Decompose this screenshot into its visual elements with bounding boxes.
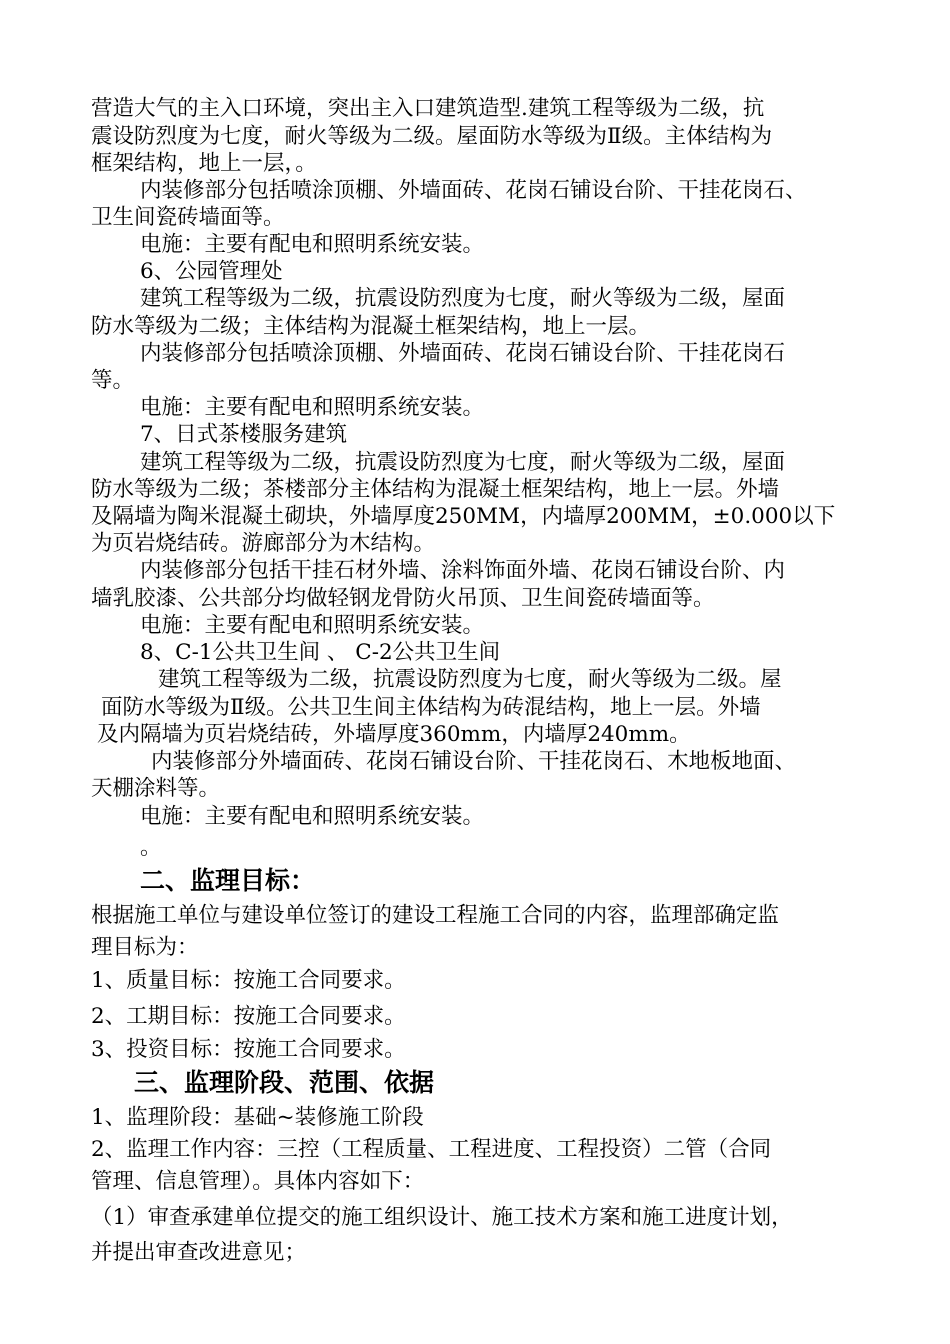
paragraph-line: 内装修部分包括干挂石材外墙、涂料饰面外墙、花岗石铺设台阶、内: [140, 558, 786, 583]
paragraph-line: 等。: [91, 368, 135, 393]
paragraph-line: 电施：主要有配电和照明系统安装。: [140, 232, 485, 257]
paragraph-line: 内装修部分包括喷涂顶棚、外墙面砖、花岗石铺设台阶、干挂花岗石: [140, 341, 786, 366]
paragraph-line: 天棚涂料等。: [91, 776, 221, 801]
paragraph-line: 并提出审查改进意见；: [91, 1240, 307, 1265]
paragraph-line: 卫生间瓷砖墙面等。: [91, 205, 285, 230]
paragraph-line: 电施：主要有配电和照明系统安装。: [140, 804, 485, 829]
subsection-title: 8、C-1公共卫生间 、 C-2公共卫生间: [140, 640, 501, 665]
paragraph-line: 建筑工程等级为二级，抗震设防烈度为七度，耐火等级为二级。屋: [158, 667, 782, 692]
subsection-title: 6、公园管理处: [140, 259, 283, 284]
paragraph-line: 防水等级为二级；茶楼部分主体结构为混凝土框架结构，地上一层。外墙: [91, 477, 780, 502]
paragraph-line: 内装修部分外墙面砖、花岗石铺设台阶、干挂花岗石、木地板地面、: [151, 749, 797, 774]
paragraph-line: 根据施工单位与建设单位签订的建设工程施工合同的内容，监理部确定监: [91, 903, 780, 928]
paragraph-line: 及隔墙为陶米混凝土砌块，外墙厚度250MM，内墙厚200MM，±0.000以下: [91, 504, 836, 529]
list-item: 2、工期目标：按施工合同要求。: [91, 1004, 406, 1029]
list-item: 1、监理阶段：基础~装修施工阶段: [91, 1105, 424, 1130]
paragraph-line: 电施：主要有配电和照明系统安装。: [140, 395, 485, 420]
list-item: 3、投资目标：按施工合同要求。: [91, 1037, 406, 1062]
paragraph-line: 。: [140, 835, 162, 860]
section-heading: 二、监理目标：: [140, 866, 316, 895]
subsection-title: 7、日式茶楼服务建筑: [140, 422, 348, 447]
paragraph-line: 面防水等级为Ⅱ级。公共卫生间主体结构为砖混结构，地上一层。外墙: [101, 695, 761, 720]
paragraph-line: 电施：主要有配电和照明系统安装。: [140, 613, 485, 638]
paragraph-line: 理目标为：: [91, 935, 199, 960]
paragraph-line: 管理、信息管理）。具体内容如下：: [91, 1169, 425, 1194]
paragraph-line: 建筑工程等级为二级，抗震设防烈度为七度，耐火等级为二级，屋面: [140, 450, 786, 475]
list-item: 2、监理工作内容：三控（工程质量、工程进度、工程投资）二管（合同: [91, 1137, 772, 1162]
list-item: （1）审查承建单位提交的施工组织设计、施工技术方案和施工进度计划，: [91, 1205, 793, 1230]
paragraph-line: 营造大气的主入口环境，突出主入口建筑造型.建筑工程等级为二级，抗: [91, 96, 765, 121]
paragraph-line: 防水等级为二级；主体结构为混凝土框架结构，地上一层。: [91, 314, 651, 339]
paragraph-line: 墙乳胶漆、公共部分均做轻钢龙骨防火吊顶、卫生间瓷砖墙面等。: [91, 586, 715, 611]
paragraph-line: 内装修部分包括喷涂顶棚、外墙面砖、花岗石铺设台阶、干挂花岗石、: [140, 178, 807, 203]
paragraph-line: 建筑工程等级为二级，抗震设防烈度为七度，耐火等级为二级，屋面: [140, 286, 786, 311]
paragraph-line: 震设防烈度为七度，耐火等级为二级。屋面防水等级为Ⅱ级。主体结构为: [91, 124, 773, 149]
section-heading: 三、监理阶段、范围、依据: [134, 1068, 435, 1097]
paragraph-line: 为页岩烧结砖。游廊部分为木结构。: [91, 531, 436, 556]
list-item: 1、质量目标：按施工合同要求。: [91, 968, 406, 993]
paragraph-line: 及内隔墙为页岩烧结砖，外墙厚度360mm，内墙厚240mm。: [97, 722, 691, 747]
paragraph-line: 框架结构，地上一层，。: [91, 151, 317, 176]
